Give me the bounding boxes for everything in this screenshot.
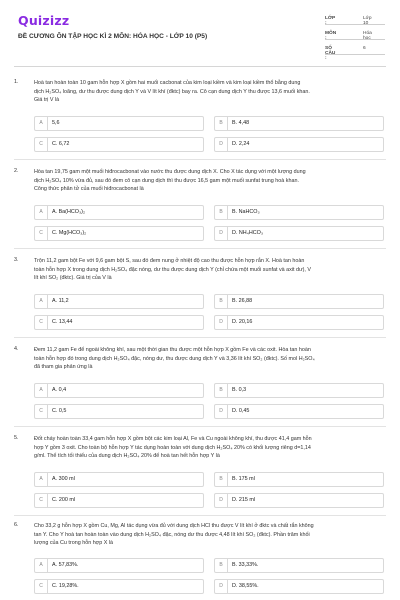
option-text: C. 13,44 [52,319,73,325]
option-text: 5,6 [52,120,60,126]
option-text: B. 175 ml [232,476,255,482]
question-line: hợp Y gồm 3 oxit. Cho toàn bộ hỗn hợp Y tác dụng hoàn toàn với dung dịch H₂SO₄ 20% có khối lượng riêng d=1,14 [34,444,311,451]
option-text: D. 215 ml [232,497,256,503]
question-line: Đốt cháy hoàn toàn 33,4 gam hỗn hợp X gồm bột các kim loại Al, Fe và Cu ngoài không khí, thu được 41,4 gam hỗn [34,436,312,442]
option-letter: D [215,316,228,329]
question-divider [14,426,386,427]
option-b[interactable] [214,205,384,220]
option-letter: B [215,384,228,397]
option-text: A. 0,4 [52,387,67,393]
option-b[interactable] [214,116,384,131]
meta-subject-value: Hóa học [363,31,372,41]
option-text: B. NaHCO₃ [232,209,260,215]
question-number: 6. [14,522,19,528]
option-d[interactable] [214,226,384,241]
question-line: tan Y. Cho Y hoà tan hoàn toàn vào dung dịch H₂SO₄ đặc, nóng dư thu được 4,48 lít khí SO₂ (đktc). Phần trăm khối [34,531,310,538]
option-letter: B [215,559,228,572]
question-line: Hoà tan hoàn toàn 10 gam hỗn hợp X gồm hai muối cacbonat của kim loại kiềm và kim loại kiềm thổ bằng dung [34,80,301,86]
option-d[interactable] [214,315,384,330]
option-letter: A [35,206,48,219]
meta-count-label: SỐ CÂU : [325,46,336,61]
option-letter: C [35,227,48,240]
question-number: 3. [14,257,19,263]
question-divider [14,159,386,160]
option-c[interactable] [34,404,204,419]
question-text [34,79,386,105]
option-d[interactable] [214,493,384,508]
option-letter: B [215,117,228,130]
option-c[interactable] [34,226,204,241]
question-number: 4. [14,346,19,352]
meta-class-value: Lớp 10 [363,16,372,26]
question-text [34,257,386,283]
question-line: g/ml. Thể tích tối thiểu của dung dịch H₂SO₄ 20% để hoà tan hết hỗn hợp Y là [34,453,220,460]
option-text: C. 6,72 [52,141,70,147]
question-line: dịch H₂SO₄ loãng, dư thu được dung dịch Y và V lít khí (đktc) bay ra. Cô cạn dung dịch Y thu được 13,6 muối khan. [34,88,310,95]
question-line: Công thức phân tử của muối hiđrocacbonat là [34,186,144,193]
meta-count-value: 6 [363,46,366,51]
option-letter: C [35,405,48,418]
meta-divider [325,54,385,55]
question-text [34,168,386,194]
option-letter: B [215,473,228,486]
option-text: A. 300 ml [52,476,75,482]
question-line: Cho 33,2 g hỗn hợp X gồm Cu, Mg, Al tác dụng vừa đủ với dung dịch HCl thu được V lít khí ở đktc và chất rắn không [34,523,314,529]
question-divider [14,515,386,516]
question-number: 1. [14,79,19,85]
question-line: Trộn 11,2 gam bột Fe với 9,6 gam bột S, sau đó đem nung ở nhiệt độ cao thu được hỗn hợp rắn X. Hoà tan hoàn [34,258,305,264]
option-a[interactable] [34,205,204,220]
option-b[interactable] [214,294,384,309]
question-line: dịch H₂SO₄ 10% vừa đủ, sau đó đem cô cạn dung dịch thì thu được 16,5 gam một muối sunfat trung hoà khan. [34,177,299,184]
question-text [34,435,386,461]
question-text [34,346,386,372]
option-text: B. 0,3 [232,387,247,393]
option-text: A. 57,83%. [52,562,79,568]
option-letter: C [35,138,48,151]
option-text: B. 4,48 [232,120,250,126]
option-letter: A [35,295,48,308]
question-line: lượng của Cu trong hỗn hợp X là [34,540,114,547]
option-letter: D [215,580,228,593]
option-text: A. 11,2 [52,298,69,304]
question-line: Đem 11,2 gam Fe để ngoài không khí, sau một thời gian thu được một hỗn hợp X gồm Fe và các oxit. Hòa tan hoàn [34,347,311,353]
option-a[interactable] [34,472,204,487]
option-letter: B [215,206,228,219]
option-letter: C [35,494,48,507]
option-c[interactable] [34,493,204,508]
question-number: 5. [14,435,19,441]
option-text: B. 26,88 [232,298,253,304]
question-divider [14,337,386,338]
option-text: B. 33,33%. [232,562,259,568]
option-b[interactable] [214,558,384,573]
option-letter: A [35,384,48,397]
option-letter: C [35,580,48,593]
option-text: D. 2,24 [232,141,250,147]
question-line: toàn hỗn hợp đó trong dung dịch H₂SO₄ đặc, nóng dư, thu được dung dịch Y và 3,36 lít khí SO₂ (đktc). Số mol H₂SO₄ [34,355,315,362]
question-line: toàn hỗn hợp X trong dung dịch H₂SO₄ đặc nóng, dư thu được dung dịch Y (chỉ chứa một muối sunfat và axit dư), V [34,266,312,273]
question-line: lít khí SO₂ (đktc). Giá trị của V là [34,275,112,282]
quizizz-logo: Quizizz [18,13,70,28]
option-b[interactable] [214,383,384,398]
option-d[interactable] [214,404,384,419]
worksheet-title: ĐỀ CƯƠNG ÔN TẬP HỌC KÌ 2 MÔN: HÓA HỌC - LỚP 10 (P5) [18,33,208,40]
option-text: C. Mg(HCO₃)₂ [52,230,87,236]
option-text: D. 38,55%. [232,583,259,589]
option-letter: D [215,227,228,240]
option-text: C. 19,28%. [52,583,79,589]
option-letter: A [35,559,48,572]
meta-class-label: LỚP : [325,16,336,26]
question-line: đã tham gia phản ứng là [34,364,93,371]
option-letter: D [215,494,228,507]
option-text: D. 0,45 [232,408,250,414]
option-d[interactable] [214,137,384,152]
question-text [34,522,386,548]
question-line: Hòa tan 19,75 gam một muối hiđrocacbonat vào nước thu được dung dịch X. Cho X tác dụng với một lượng dung [34,169,306,175]
option-text: A. Ba(HCO₃)₂ [52,209,86,215]
header-divider [14,66,386,67]
meta-subject-label: MÔN : [325,31,337,41]
option-c[interactable] [34,315,204,330]
option-c[interactable] [34,579,204,594]
option-a[interactable] [34,383,204,398]
option-letter: A [35,473,48,486]
option-b[interactable] [214,472,384,487]
option-text: C. 200 ml [52,497,76,503]
option-text: D. 20,16 [232,319,253,325]
option-d[interactable] [214,579,384,594]
question-line: Giá trị V là [34,97,60,104]
option-a[interactable] [34,116,204,131]
option-c[interactable] [34,137,204,152]
option-letter: A [35,117,48,130]
option-letter: B [215,295,228,308]
meta-divider [325,39,385,40]
option-letter: D [215,405,228,418]
option-text: D. NH₄HCO₃ [232,230,264,236]
option-a[interactable] [34,558,204,573]
meta-divider [325,24,385,25]
question-number: 2. [14,168,19,174]
option-text: C. 0,5 [52,408,67,414]
option-letter: D [215,138,228,151]
question-divider [14,248,386,249]
option-a[interactable] [34,294,204,309]
option-letter: C [35,316,48,329]
